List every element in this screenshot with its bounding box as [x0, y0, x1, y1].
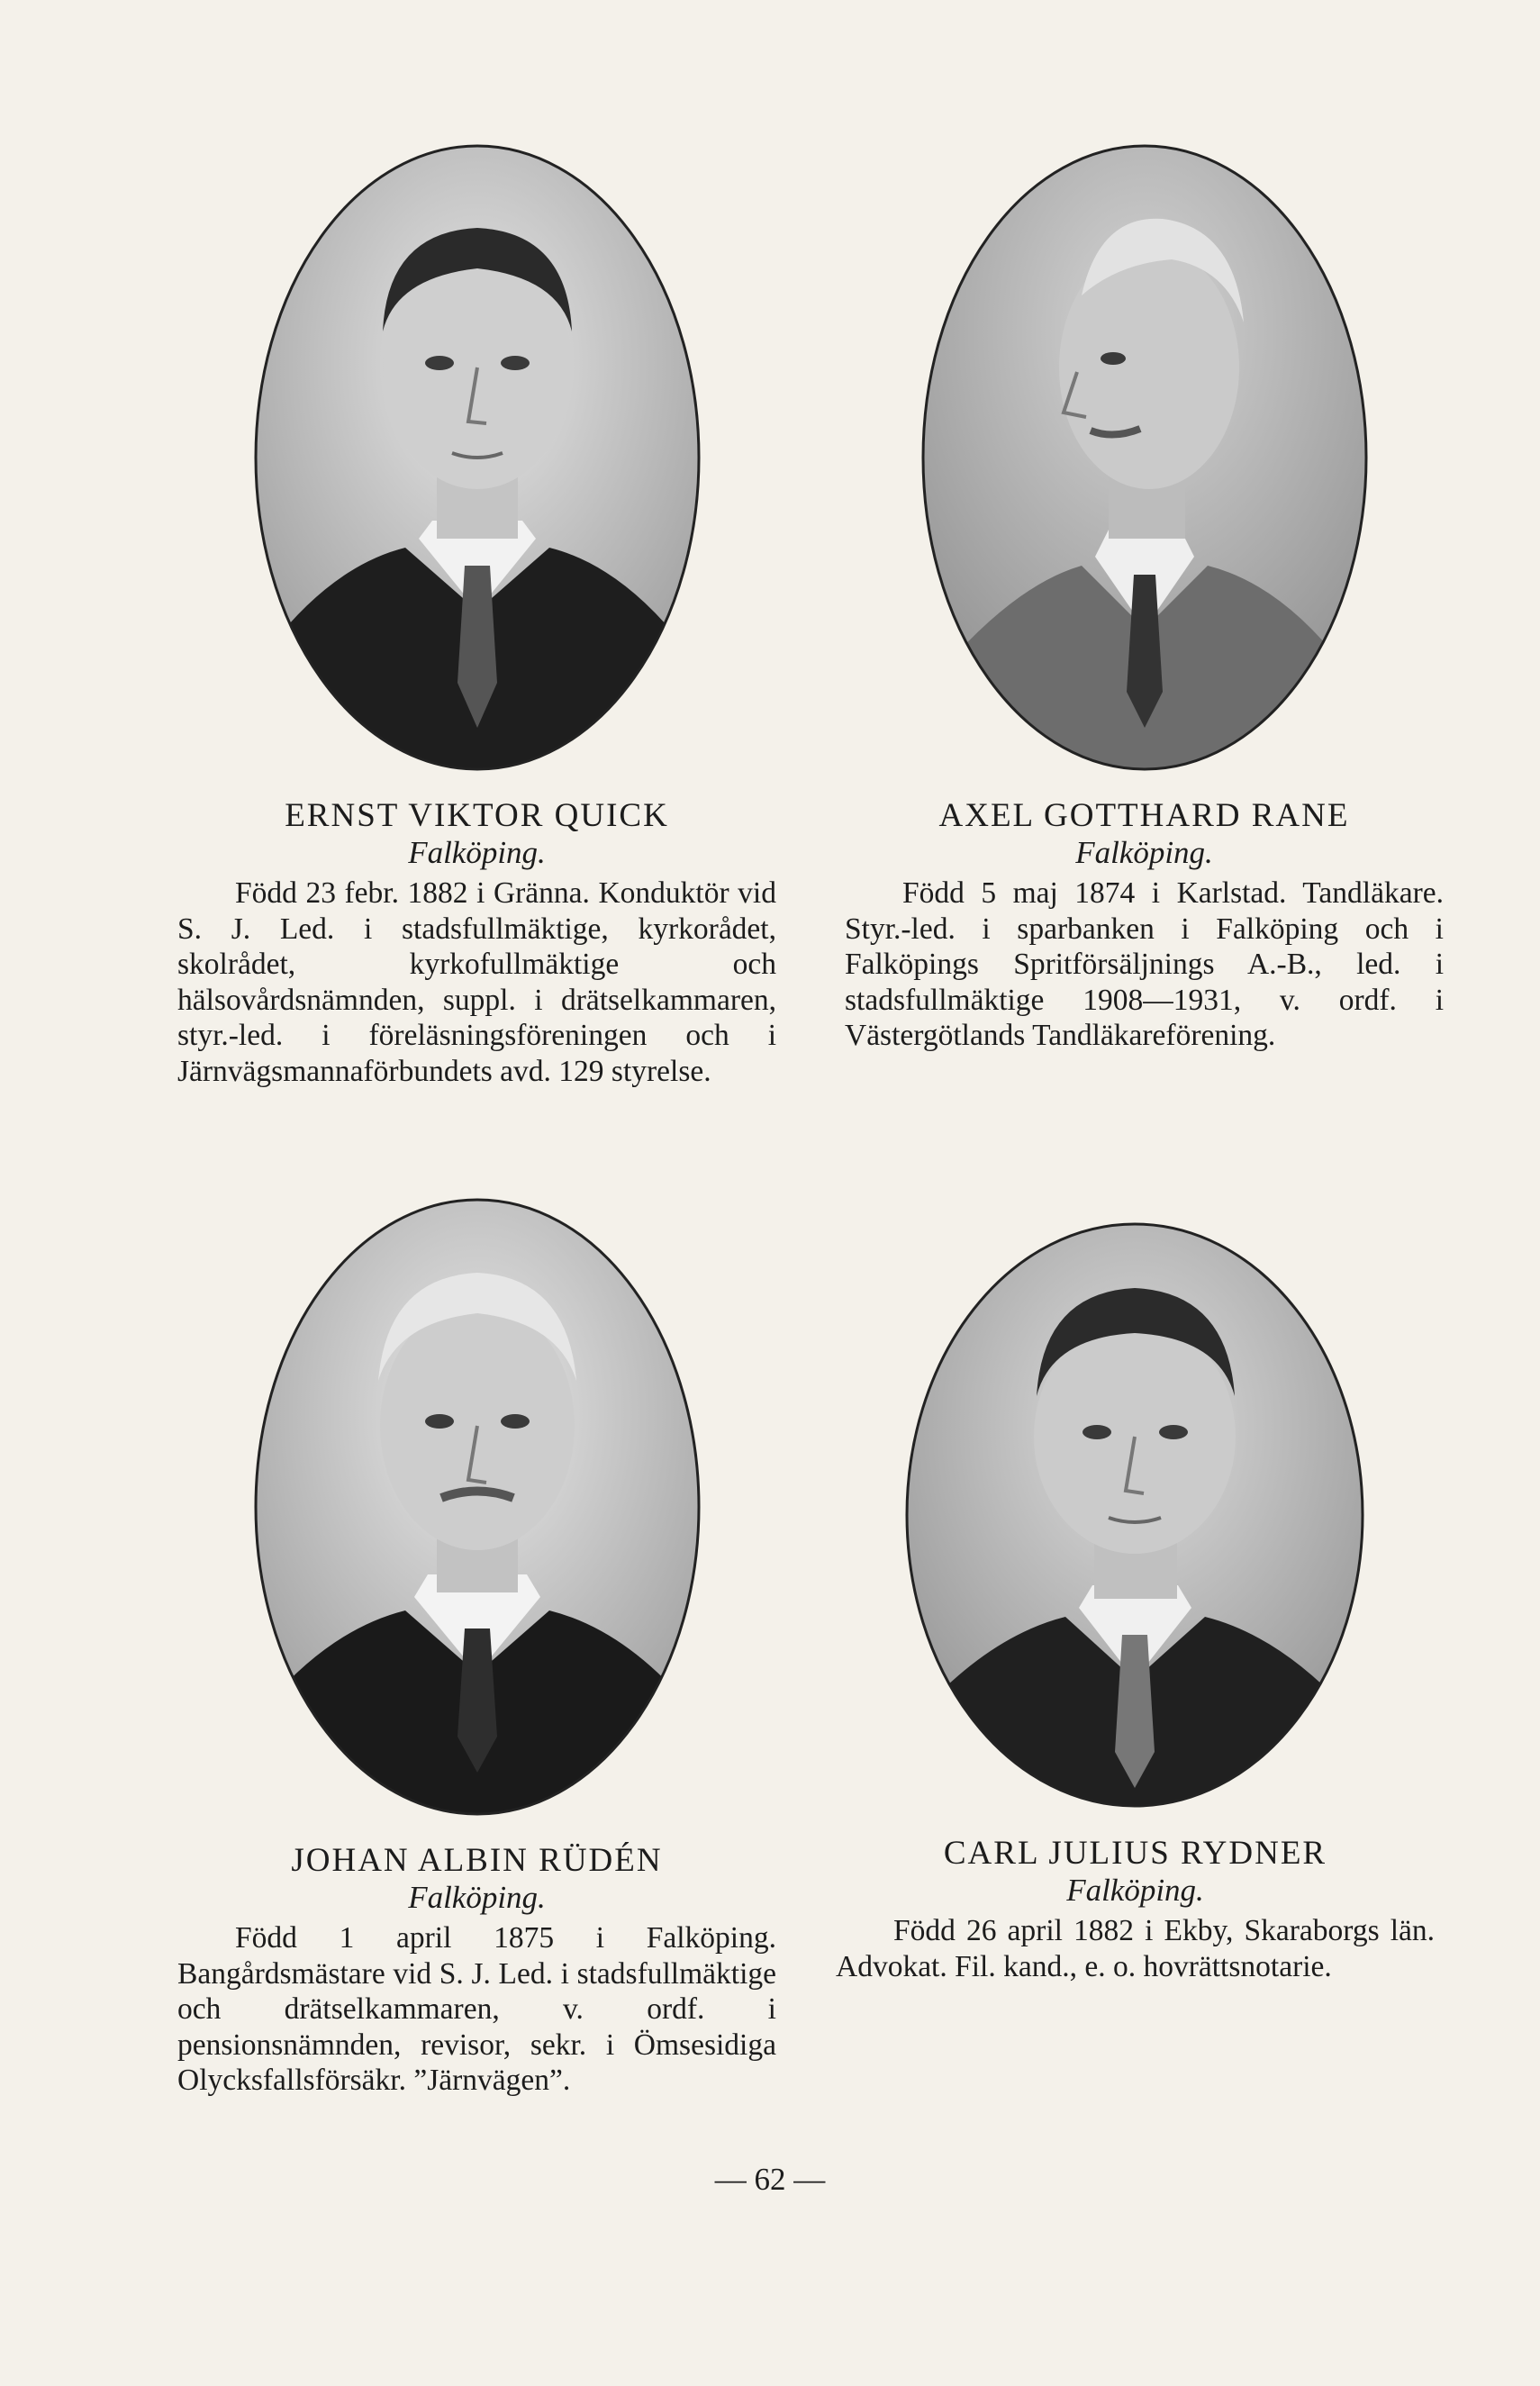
person-biography: Född 5 maj 1874 i Karlstad. Tandläkare. Styr.-led. i sparbanken i Falköping och i Falköpings Spritförsäljnings A.-B., led. i stadsfullmäktige 1908—1931, v. ordf. i Västergötlands Tandläkareförening. [845, 876, 1444, 1052]
person-biography: Född 23 febr. 1882 i Gränna. Konduktör vid S. J. Led. i stadsfullmäktige, kyrkorådet, skolrådet, kyrkofullmäktige och hälsovårdsnämnden, suppl. i drätselkammaren, styr.-led. i föreläsningsföreningen och i Järnvägsmannaförbundets avd. 129 styrelse. [177, 876, 776, 1088]
biography-entry [845, 142, 1444, 1054]
person-name: CARL JULIUS RYDNER [943, 1835, 1327, 1872]
person-place: Falköping. [408, 835, 546, 870]
person-biography: Född 26 april 1882 i Ekby, Skaraborgs län. Advokat. Fil. kand., e. o. hovrättsnotarie. [836, 1914, 1435, 1983]
portrait-photo [903, 1220, 1367, 1810]
person-place: Falköping. [408, 1880, 546, 1915]
biography-entry [836, 1220, 1435, 1984]
person-name: JOHAN ALBIN RÜDÉN [291, 1842, 663, 1879]
biography-entry [177, 142, 776, 1089]
person-place: Falköping. [1075, 835, 1213, 870]
portrait-photo [252, 142, 702, 773]
portrait-photo [919, 142, 1370, 773]
person-biography: Född 1 april 1875 i Falköping. Bangårdsmästare vid S. J. Led. i stadsfullmäktige och drätselkammaren, v. ordf. i pensionsnämnden, revisor, sekr. i Ömsesidiga Olycksfallsförsäkr. ”Järnvägen”. [177, 1921, 776, 2097]
person-name: AXEL GOTTHARD RANE [938, 797, 1350, 834]
biography-entry [177, 1196, 776, 2099]
page-number: — 62 — [714, 2162, 826, 2197]
person-name: ERNST VIKTOR QUICK [285, 797, 669, 834]
portrait-photo [252, 1196, 702, 1818]
person-place: Falköping. [1066, 1873, 1204, 1908]
